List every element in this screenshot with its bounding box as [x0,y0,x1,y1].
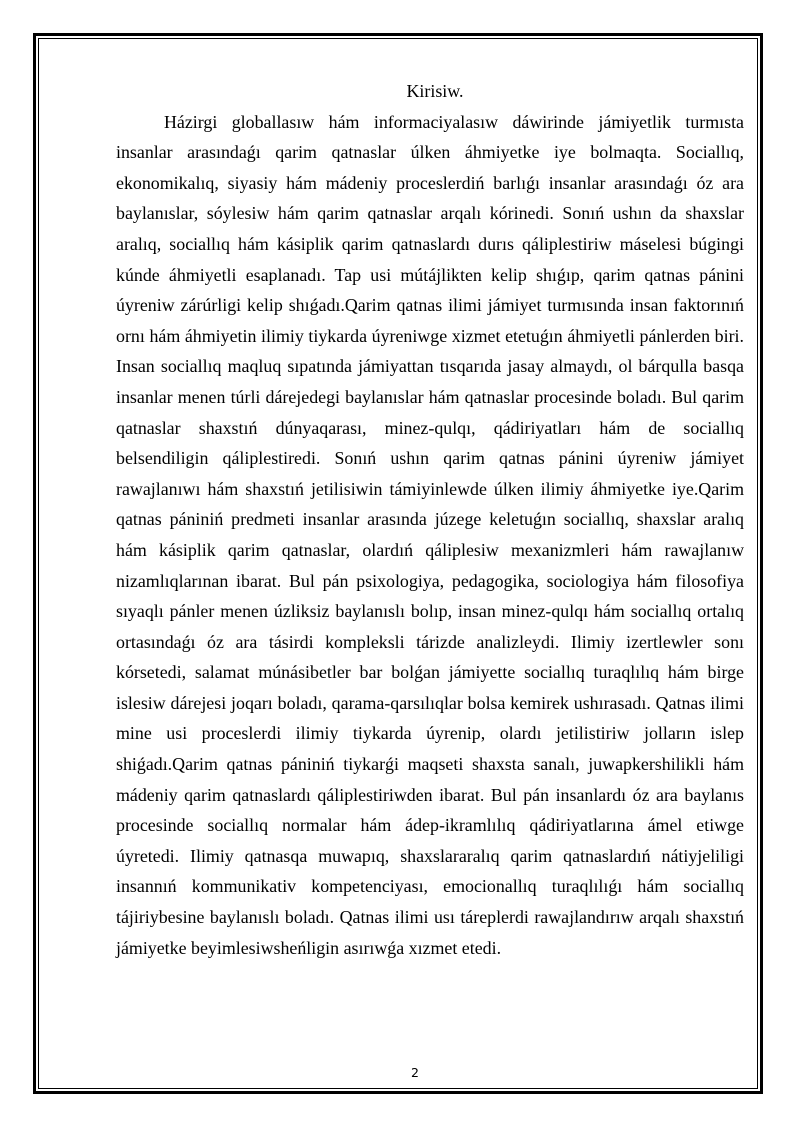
body-paragraph: Házirgi globallasıw hám informaciyalasıw dáwirinde jámiyetlik turmısta insanlar arasındaǵı qarim qatnaslar úlken áhmiyetke iye bolmaqta. Sociallıq, ekonomikalıq, siyasiy hám mádeniy proceslerdiń barlıǵı insanlar arasındaǵı óz ara baylanıslar, sóylesiw hám qarim qatnaslar arqalı kórinedi. Sonıń ushın da shaxslar aralıq, sociallıq hám kásiplik qarim qatnaslardı durıs qáliplestiriw máselesi búgingi kúnde áhmiyetli esaplanadı. Tap usi mútájlikten kelip shıǵıp, qarim qatnas pánini úyreniw zárúrligi kelip shıǵadı.Qarim qatnas ilimi jámiyet turmısında insan faktorınıń ornı hám áhmiyetin ilimiy tiykarda úyreniwge xizmet etetuǵın áhmiyetli pánlerden biri. Insan sociallıq maqluq sıpatında jámiyattan tısqarıda jasay almaydı, ol bárqulla basqa insanlar menen túrli dárejedegi baylanıslar hám qatnaslar procesinde boladı. Bul qarim qatnaslar shaxstıń dúnyaqarası, minez-qulqı, qádiriyatları hám de sociallıq belsendiligin qáliplestiredi. Sonıń ushın qarim qatnas pánini úyreniw jámiyet rawajlanıwı hám shaxstıń jetilisiwin támiyinlewde úlken ilimiy áhmiyetke iye.Qarim qatnas pániniń predmeti insanlar arasında júzege keletuǵın sociallıq, shaxslar aralıq hám kásiplik qarim qatnaslar, olardıń qáliplesiw mexanizmleri hám rawajlanıw nizamlıqlarınan ibarat. Bul pán psixologiya, pedagogika, sociologiya hám filosofiya sıyaqlı pánler menen úzliksiz baylanıslı bolıp, insan minez-qulqı hám sociallıq ortalıq ortasındaǵı óz ara tásirdi kompleksli tárizde analizleydi. Ilimiy izertlewler sonı kórsetedi, salamat múnásibetler bar bolǵan jámiyette sociallıq turaqlılıq hám birge islesiw dárejesi joqarı boladı, qarama-qarsılıqlar bolsa kemirek ushırasadı. Qatnas ilimi mine usi proceslerdi ilimiy tiykarda úyrenip, olardı jetilistiriw jolların islep shiǵadı.Qarim qatnas pániniń tiykarǵi maqseti shaxsta sanalı, juwapkershilikli hám mádeniy qarim qatnaslardı qáliplestiriwden ibarat. Bul pán insanlardı óz ara baylanıs procesinde sociallıq normalar hám ádep-ikramlılıq qádiriyatlarına ámel etiwge úyretedi. Ilimiy qatnasqa muwapıq, shaxslararalıq qarim qatnaslardıń nátiyjeliligi insannıń kommunikativ kompetenciyası, emocionallıq turaqlılıǵı hám sociallıq tájiriybesine baylanıslı boladı. Qatnas ilimi usı táreplerdi rawajlandırıw arqalı shaxstıń jámiyetke beyimlesiwsheńligin asırıwǵa xızmet etedi. [116,111,744,958]
page-number: 2 [411,1065,419,1080]
page-content [116,76,744,963]
document-title: Kirisiw. [406,81,464,101]
